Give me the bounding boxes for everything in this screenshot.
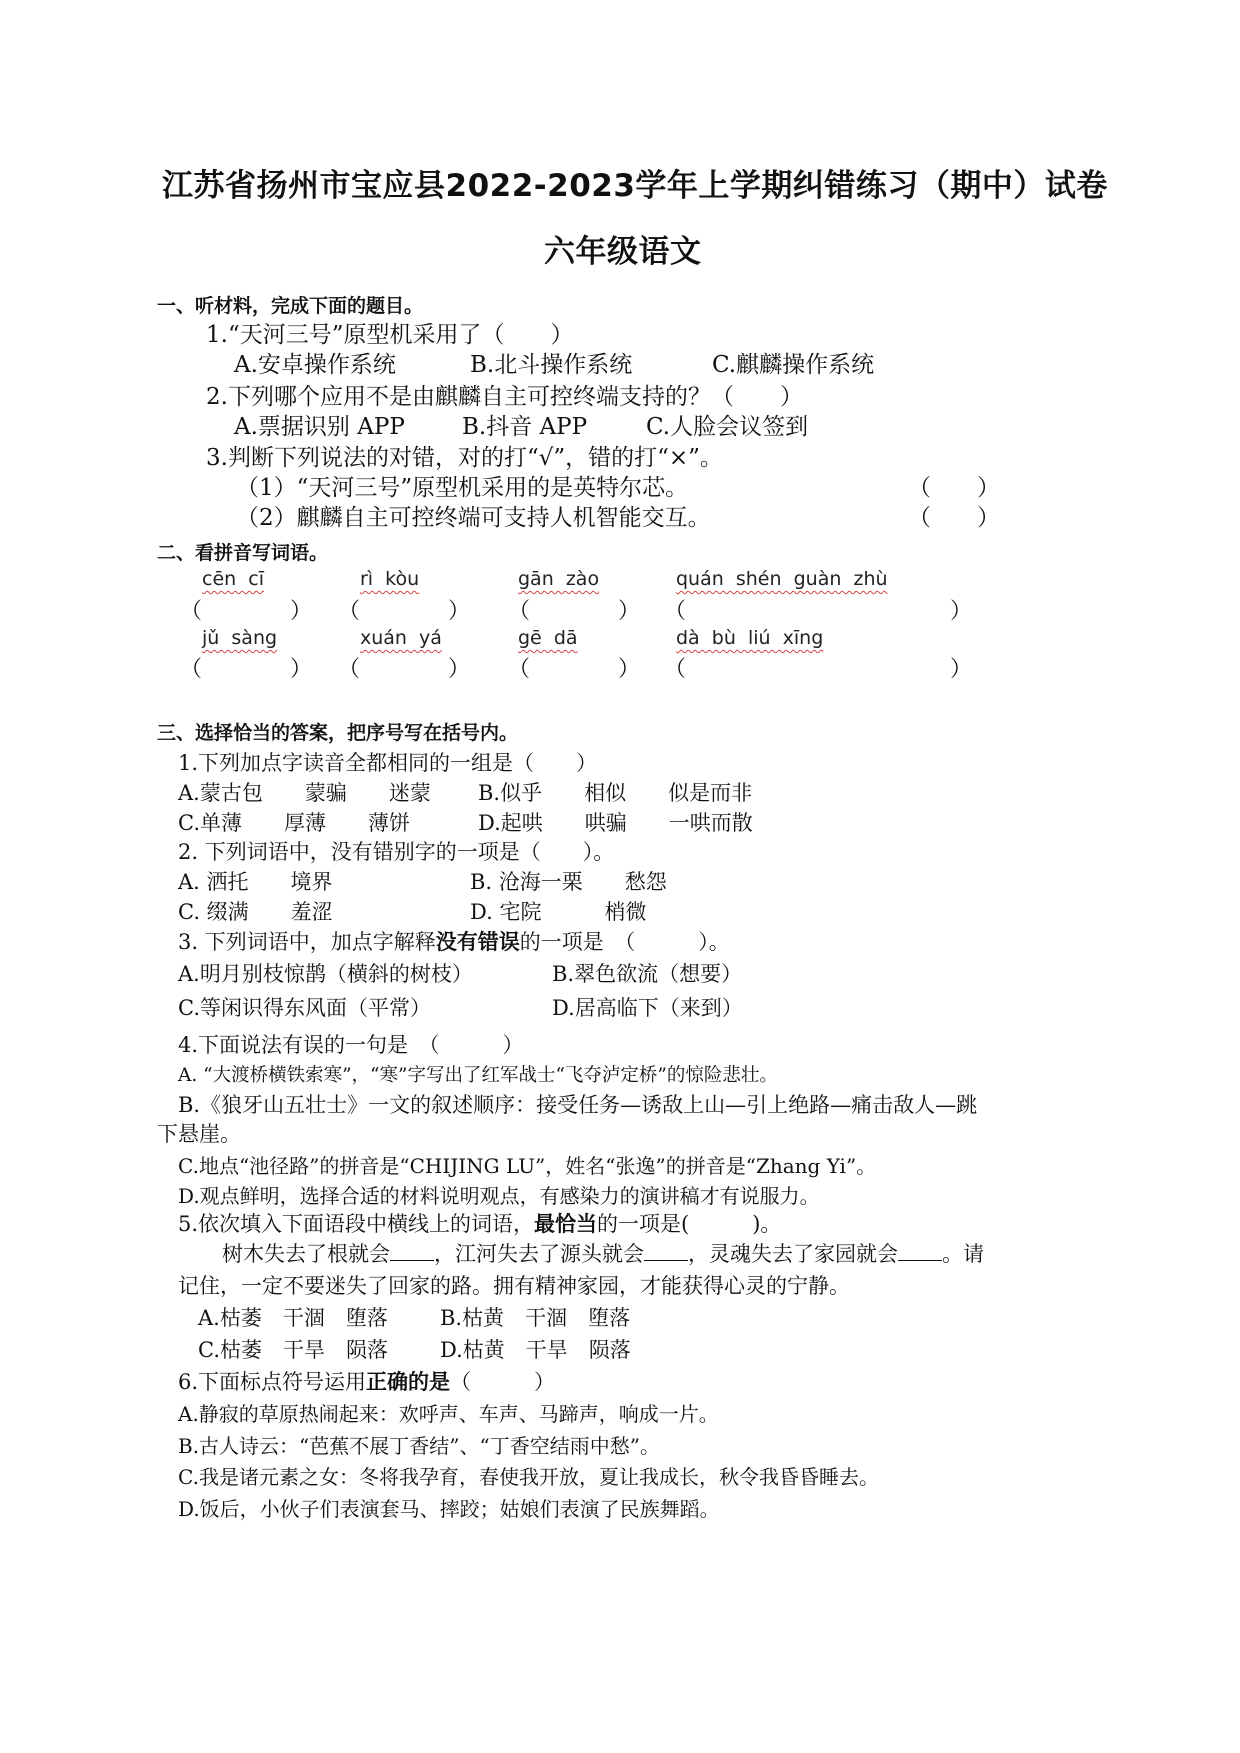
s3-question-3 bbox=[178, 926, 730, 956]
exam-subtitle: 六年级语文 bbox=[544, 234, 702, 270]
s3-q1-option-d: D.起哄 哄骗 一哄而散 bbox=[478, 811, 753, 835]
pinyin-ri-kou: rì kòu bbox=[360, 568, 420, 590]
s1-q2-option-b: B.抖音 APP bbox=[462, 414, 588, 440]
answer-box-ri-kou[interactable]: （ ） bbox=[338, 599, 471, 624]
s3-q6-option-d: D.饭后，小伙子们表演套马、摔跤；姑娘们表演了民族舞蹈。 bbox=[178, 1497, 720, 1521]
s1-q3-statement-1: （1）“天河三号”原型机采用的是英特尔芯。 bbox=[236, 475, 689, 501]
pinyin-da-bu-liu-xing: dà bù liú xīng bbox=[676, 627, 824, 649]
s3-q6-option-b: B.古人诗云：“芭蕉不展丁香结”、“丁香空结雨中愁”。 bbox=[178, 1434, 660, 1458]
answer-box-ju-sang[interactable]: （ ） bbox=[180, 657, 313, 682]
s3-q6-option-a: A.静寂的草原热闹起来：欢呼声、车声、马蹄声，响成一片。 bbox=[178, 1402, 719, 1426]
s1-question-2: 2.下列哪个应用不是由麒麟自主可控终端支持的？（ ） bbox=[206, 384, 803, 410]
fill-blank-3[interactable] bbox=[898, 1242, 942, 1261]
s3-q5-passage-a: 树木失去了根就会 bbox=[222, 1242, 390, 1266]
s3-question-2: 2. 下列词语中，没有错别字的一项是（ ）。 bbox=[178, 840, 615, 864]
s3-question-6 bbox=[178, 1366, 555, 1396]
answer-box-cen-ci[interactable]: （ ） bbox=[180, 599, 313, 624]
s3-q5-text-end: 的一项是( )。 bbox=[597, 1212, 782, 1236]
s3-q4-option-a: A. “大渡桥横铁索寒”，“寒”字写出了红军战士“飞夺泸定桥”的惊险悲壮。 bbox=[178, 1065, 778, 1086]
answer-box-quan-shen-guan-zhu[interactable]: （ ） bbox=[664, 599, 973, 624]
pinyin-cen-ci: cēn cī bbox=[202, 568, 264, 590]
pinyin-xuan-ya: xuán yá bbox=[360, 627, 442, 649]
s3-q3-option-d: D.居高临下（来到） bbox=[552, 996, 743, 1020]
s3-q4-option-c: C.地点“池径路”的拼音是“CHIJING LU”，姓名“张逸”的拼音是“Zhang Yi”。 bbox=[178, 1154, 877, 1178]
s1-question-1: 1.“天河三号”原型机采用了（ ） bbox=[206, 322, 574, 348]
s3-q2-option-d: D. 宅院 梢微 bbox=[470, 900, 647, 924]
section-3-heading: 三、选择恰当的答案，把序号写在括号内。 bbox=[157, 722, 519, 744]
s3-q5-passage-b: ，江河失去了源头就会 bbox=[434, 1242, 644, 1266]
fill-blank-2[interactable] bbox=[644, 1242, 688, 1261]
pinyin-ge-da: gē dā bbox=[518, 627, 578, 649]
s3-q1-option-a: A.蒙古包 蒙骗 迷蒙 bbox=[178, 781, 431, 805]
answer-box-gan-zao[interactable]: （ ） bbox=[508, 599, 641, 624]
s3-q2-option-c: C. 缀满 羞涩 bbox=[178, 900, 333, 924]
s3-q5-passage-line-1 bbox=[222, 1238, 984, 1268]
s1-q1-option-c: C.麒麟操作系统 bbox=[712, 352, 875, 378]
s3-q5-option-b: B.枯黄 干涸 堕落 bbox=[440, 1306, 631, 1330]
s3-question-5 bbox=[178, 1208, 781, 1238]
s3-q3-option-c: C.等闲识得东风面（平常） bbox=[178, 996, 431, 1020]
s3-q5-option-a: A.枯萎 干涸 堕落 bbox=[198, 1306, 388, 1330]
s1-q3-answer-paren-2: （ ） bbox=[908, 505, 1000, 531]
section-1-heading: 一、听材料，完成下面的题目。 bbox=[157, 295, 424, 317]
s3-q6-text: 6.下面标点符号运用 bbox=[178, 1370, 367, 1394]
s1-q1-option-a: A.安卓操作系统 bbox=[234, 352, 396, 378]
s3-q5-emphasis: 最恰当 bbox=[534, 1211, 598, 1236]
s3-q4-option-d: D.观点鲜明，选择合适的材料说明观点，有感染力的演讲稿才有说服力。 bbox=[178, 1184, 820, 1208]
s3-q5-option-c: C.枯萎 干旱 陨落 bbox=[198, 1338, 388, 1362]
s1-question-3: 3.判断下列说法的对错，对的打“√”，错的打“×”。 bbox=[206, 445, 723, 471]
s3-q5-passage-c: ，灵魂失去了家园就会 bbox=[688, 1242, 898, 1266]
s3-q2-option-b: B. 沧海一栗 愁怨 bbox=[470, 870, 667, 894]
pinyin-ju-sang: jǔ sàng bbox=[202, 627, 278, 649]
s3-q1-option-c: C.单薄 厚薄 薄饼 bbox=[178, 811, 410, 835]
exam-title: 江苏省扬州市宝应县2022-2023学年上学期纠错练习（期中）试卷 bbox=[162, 168, 1108, 204]
s3-q5-option-d: D.枯黄 干旱 陨落 bbox=[440, 1338, 631, 1362]
s3-q5-passage-d: 。请 bbox=[942, 1242, 984, 1266]
answer-box-xuan-ya[interactable]: （ ） bbox=[338, 657, 471, 682]
s3-question-4: 4.下面说法有误的一句是 （ ） bbox=[178, 1033, 524, 1057]
s1-q1-option-b: B.北斗操作系统 bbox=[470, 352, 633, 378]
s3-q3-option-b: B.翠色欲流（想要） bbox=[552, 962, 743, 986]
section-2-heading: 二、看拼音写词语。 bbox=[157, 542, 329, 564]
s3-q2-option-a: A. 洒托 境界 bbox=[178, 870, 333, 894]
answer-box-da-bu-liu-xing[interactable]: （ ） bbox=[664, 657, 973, 682]
pinyin-quan-shen-guan-zhu: quán shén guàn zhù bbox=[676, 568, 888, 590]
s1-q3-statement-2: （2）麒麟自主可控终端可支持人机智能交互。 bbox=[236, 505, 711, 531]
fill-blank-1[interactable] bbox=[390, 1242, 434, 1261]
s3-question-1: 1.下列加点字读音全都相同的一组是（ ） bbox=[178, 751, 598, 775]
pinyin-gan-zao: gān zào bbox=[518, 568, 600, 590]
s1-q2-option-a: A.票据识别 APP bbox=[234, 414, 405, 440]
s3-q5-text: 5.依次填入下面语段中横线上的词语， bbox=[178, 1212, 535, 1236]
s3-q3-text-end: 的一项是 （ ）。 bbox=[519, 930, 730, 954]
s3-q5-passage-line-2: 记住，一定不要迷失了回家的路。拥有精神家园，才能获得心灵的宁静。 bbox=[178, 1274, 850, 1298]
s3-q3-option-a: A.明月别枝惊鹊（横斜的树枝） bbox=[178, 962, 473, 986]
s3-q6-text-end: （ ） bbox=[450, 1370, 556, 1394]
answer-box-ge-da[interactable]: （ ） bbox=[508, 657, 641, 682]
s3-q6-emphasis: 正确的是 bbox=[366, 1369, 451, 1394]
s3-q4-option-b-cont: 下悬崖。 bbox=[157, 1122, 241, 1146]
s3-q3-text: 3. 下列词语中，加点字解释 bbox=[178, 930, 436, 954]
s1-q3-answer-paren-1: （ ） bbox=[908, 475, 1000, 501]
s3-q6-option-c: C.我是诸元素之女：冬将我孕育，春使我开放，夏让我成长，秋令我昏昏睡去。 bbox=[178, 1465, 879, 1489]
s3-q1-option-b: B.似乎 相似 似是而非 bbox=[478, 781, 753, 805]
s3-q3-emphasis: 没有错误 bbox=[435, 929, 520, 954]
s1-q2-option-c: C.人脸会议签到 bbox=[646, 414, 809, 440]
s3-q4-option-b: B.《狼牙山五壮士》一文的叙述顺序：接受任务—诱敌上山—引上绝路—痛击敌人—跳 bbox=[178, 1093, 978, 1117]
